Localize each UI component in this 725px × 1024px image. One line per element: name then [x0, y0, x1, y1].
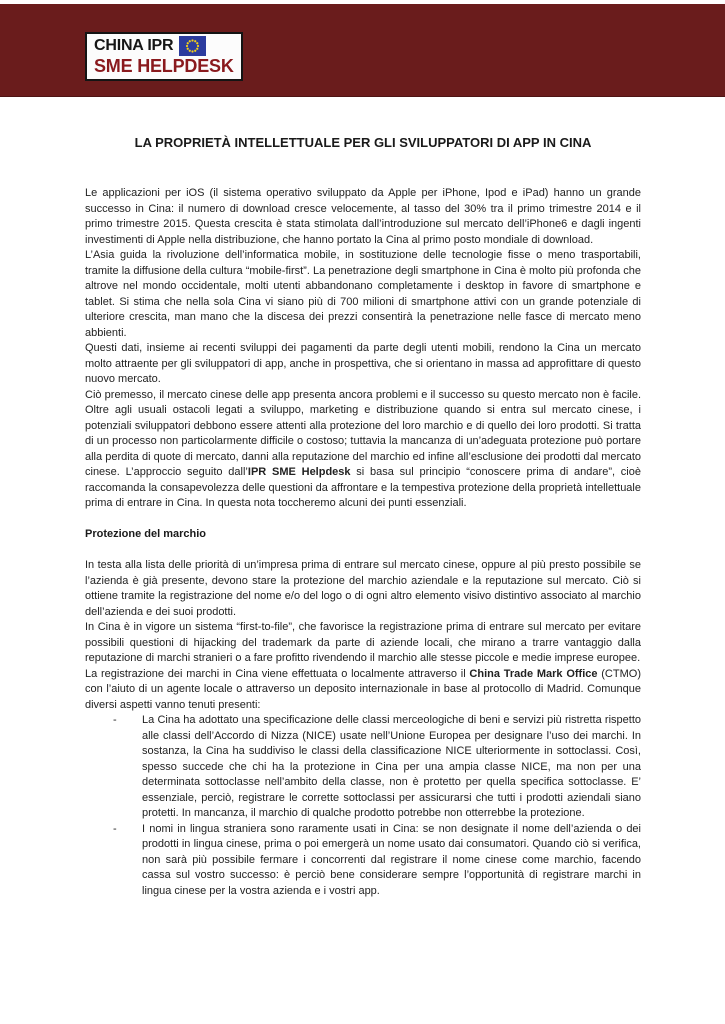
logo-text-sme-helpdesk: SME HELPDESK	[94, 56, 234, 76]
helpdesk-logo	[85, 32, 243, 81]
paragraph-priorita: In testa alla lista delle priorità di un’impresa prima di entrare sul mercato cinese, oppure al più presto possibile se l’azienda è già presente, devono stare la protezione del marchio aziendale e la reputazione sul mercato. Ciò si ottiene tramite la registrazione del nome e/o del logo o di ogni altro elemento visivo distintivo associato al marchio dell’azienda e dei suoi prodotti.	[85, 559, 641, 618]
logo-line1	[94, 36, 234, 56]
paragraph-cio-premesso	[85, 388, 641, 512]
ctmo-bold: China Trade Mark Office	[469, 667, 598, 680]
paragraph-asia-mobile: L’Asia guida la rivoluzione dell’informatica mobile, in sostituzione delle tecnologie fisse o meno trasportabili, tramite la diffusione della cultura “mobile-first”. La penetrazione degli smartphone in Cina è molto più profonda che altrove nel mondo occidentale, molti utenti abbandonano completamente i desktop in favore di smartphone e tablet. Si stima che nella sola Cina vi siano più di 700 milioni di smartphone attivi con un grande potenziale di ulteriore crescita, man mano che la discesa dei prezzi consentirà la penetrazione nelle fasce di mercato meno abbienti.	[85, 249, 641, 339]
paragraph-questi-dati: Questi dati, insieme ai recenti sviluppi dei pagamenti da parte degli utenti mobili, rendono la Cina un mercato molto attraente per gli sviluppatori di app, anche in prospettiva, che si orientano in massa ad approfittare di questo nuovo mercato.	[85, 342, 641, 385]
paragraph-first-to-file: In Cina è in vigore un sistema “first-to-file”, che favorisce la registrazione prima di entrare sul mercato per evitare possibili questioni di hijacking del trademark da parte di aziende locali, che mirano a trarre vantaggio dalla reputazione di marchi stranieri o a fare profitto rivendendo il marchio alle stesse piccole e medie imprese europee.	[85, 621, 641, 664]
paragraph-registrazione-post: (CTMO) con l’aiuto di un agente locale o attraverso un deposito internazionale in base al protocollo di Madrid. Comunque diversi aspetti vanno tenuti presenti:	[85, 667, 641, 711]
document-body	[85, 186, 641, 899]
paragraph-cio-premesso-post: si basa sul principio “conoscere prima di andare”, cioè raccomanda la consapevolezza delle questioni da affrontare e la tempestiva protezione della proprietà intellettuale prima di entrare in Cina. In questa nota toccheremo alcuni dei punti essenziali.	[85, 466, 641, 509]
paragraph-registrazione-pre: La registrazione dei marchi in Cina viene effettuata o localmente attraverso il	[85, 667, 470, 680]
paragraph-cio-premesso-pre: Ciò premesso, il mercato cinese delle app presenta ancora problemi e il successo su questo mercato non è facile. Oltre agli usuali ostacoli legati a sviluppo, marketing e distribuzione quando si entra sul mercato cinese, i potenziali sviluppatori debbono essere attenti alla protezione del loro marchio e di quello dei loro prodotti. Si tratta di un processo non particolarmente difficile o costoso; tuttavia la mancanza di un’adeguata protezione può portare alla perdita di quote di mercato, danni alla reputazione del marchio ed infine all’esclusione dei prodotti dal mercato cinese. L’approccio seguito dall’	[85, 388, 641, 478]
bullet-dash-marker: -	[113, 822, 117, 835]
ipr-sme-helpdesk-bold: IPR SME Helpdesk	[247, 466, 351, 478]
eu-flag-icon	[179, 36, 206, 56]
bullet-text-nomi-cinesi: I nomi in lingua straniera sono raramente usati in Cina: se non designate il nome dell’azienda o dei prodotti in lingua cinese, prima o poi emergerà un nome usato dai consumatori. Quando ciò si verifica, non sarà più possibile fermare i concorrenti dal registrare il nome cinese come marchio, facendo cassa sul vostro successo: è perciò bene considerare sempre l’opportunità di registrare marchi in lingua cinese per la vostra azienda e i vostri app.	[142, 822, 641, 897]
bullet-dash-marker: -	[113, 714, 117, 726]
bullet-list	[85, 713, 641, 899]
section-heading-protezione-marchio: Protezione del marchio	[85, 528, 207, 540]
header-band	[0, 4, 725, 97]
page-title: LA PROPRIETÀ INTELLETTUALE PER GLI SVILUPPATORI DI APP IN CINA	[134, 135, 592, 150]
bullet-text-classi-nice: La Cina ha adottato una specificazione delle classi merceologiche di beni e servizi più ristretta rispetto alle classi dell’Accordo di Nizza (NICE) usate nell’Unione Europea per designare l’uso dei marchi. In sostanza, la Cina ha suddiviso le classi della classificazione NICE ulteriormente in sottoclassi. Così, spesso succede che chi ha la protezione in Cina per una ampia classe NICE, ma non per una determinata sottoclasse nell’ambito della classe, non è protetto per quella specifica sottoclasse. E’ essenziale, perciò, registrare le corrette sottoclassi per assicurarsi che tutti i prodotti aziendali siano protetti. In mancanza, il marchio di qualche prodotto potrebbe non otterrebbe la protezione.	[142, 714, 641, 819]
paragraph-registrazione-marchi	[85, 667, 641, 714]
logo-text-china-ipr: CHINA IPR	[94, 37, 174, 54]
list-item	[85, 822, 641, 900]
paragraph-ios-apps: Le applicazioni per iOS (il sistema operativo sviluppato da Apple per iPhone, Ipod e iPad) hanno un grande successo in Cina: il numero di download cresce velocemente, al tasso del 30% tra il primo trimestre 2014 e il primo trimestre 2015. Questa crescita è stata stimolata dall’introduzione sul mercato dell’iPhone6 e dagli ingenti investimenti di Apple nella distribuzione, che hanno portato la Cina al primo posto mondiale di download.	[85, 187, 641, 246]
list-item	[85, 713, 641, 822]
